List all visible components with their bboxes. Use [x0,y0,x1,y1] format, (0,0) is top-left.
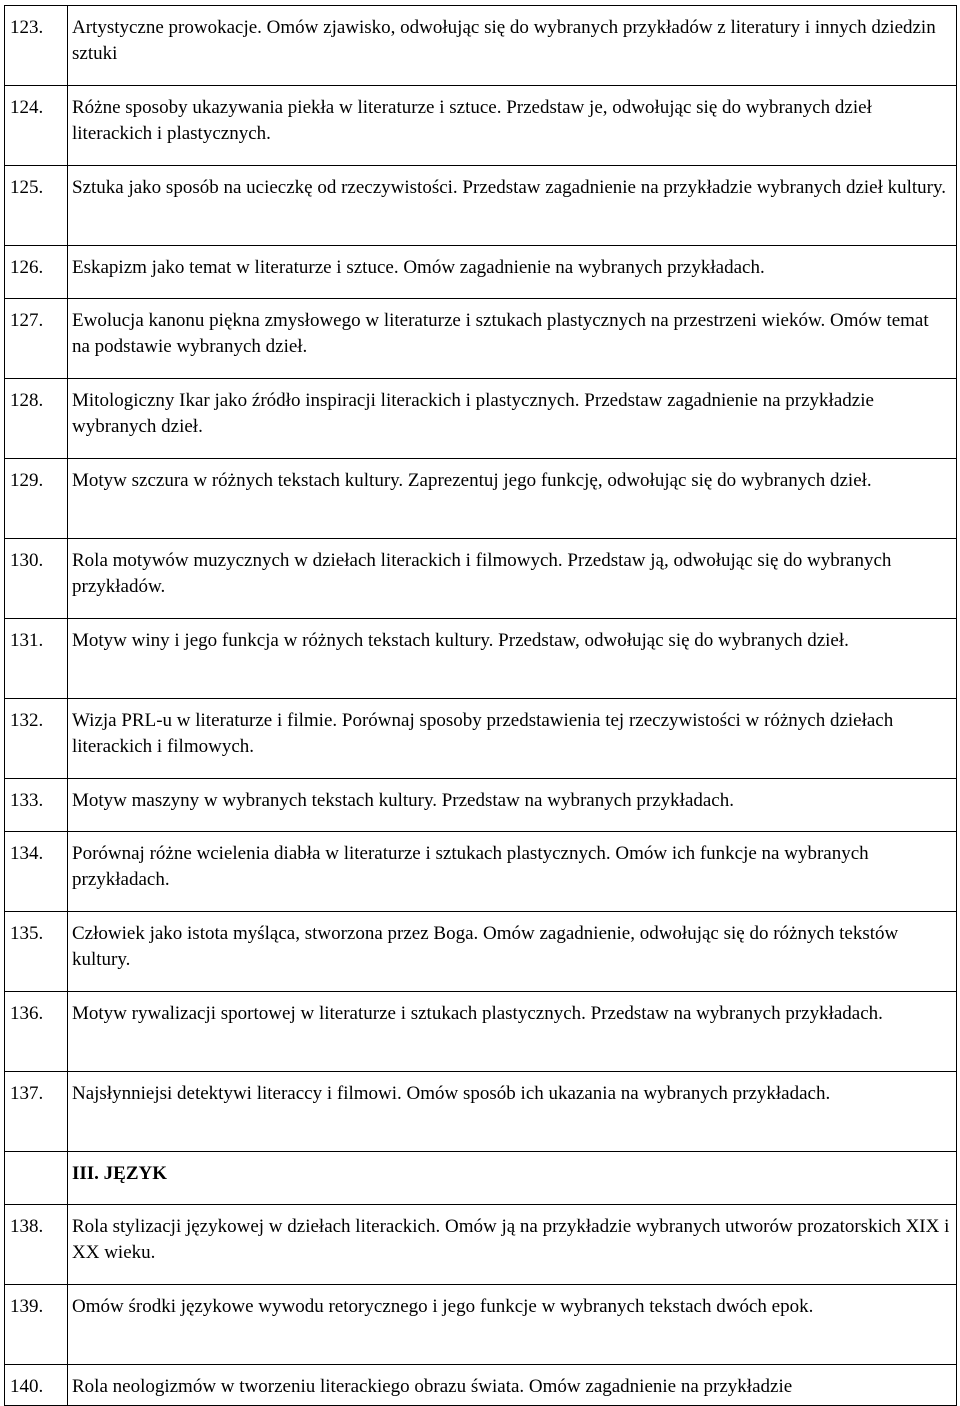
topic-row [5,1072,957,1152]
topic-number: 131. [10,630,44,651]
topic-text: Motyw rywalizacji sportowej w literaturze i sztukach plastycznych. Przedstaw na wybranych przykładach. [72,1003,883,1024]
topic-text: Motyw szczura w różnych tekstach kultury. Zaprezentuj jego funkcję, odwołując się do wybranych dzieł. [72,470,872,491]
topic-number-cell [5,832,68,912]
topic-text: Wizja PRL-u w literaturze i filmie. Porównaj sposoby przedstawienia tej rzeczywistości w różnych dziełach literackich i filmowych. [72,710,894,757]
topic-number: 133. [10,790,44,811]
topic-number-cell [5,912,68,992]
topic-text-cell [68,1205,957,1285]
topic-text-cell [68,992,957,1072]
topic-row [5,1205,957,1285]
topic-text-cell [68,379,957,459]
topic-number: 125. [10,177,44,198]
topic-text-cell [68,166,957,246]
topic-text-cell [68,86,957,166]
topic-number: 135. [10,923,44,944]
topic-row [5,619,957,699]
topic-number: 129. [10,470,44,491]
topic-text: Artystyczne prowokacje. Omów zjawisko, odwołując się do wybranych przykładów z literatury i innych dziedzin sztuki [72,17,936,64]
topic-number-cell [5,1285,68,1365]
topic-number: 128. [10,390,44,411]
topic-row [5,459,957,539]
topic-number-cell [5,992,68,1072]
topic-text-cell [68,1365,957,1406]
section-heading-row [5,1152,957,1205]
topic-number: 124. [10,97,44,118]
topic-text: Ewolucja kanonu piękna zmysłowego w literaturze i sztukach plastycznych na przestrzeni wieków. Omów temat na podstawie wybranych dzieł. [72,310,929,357]
topic-text: Rola neologizmów w tworzeniu literackiego obrazu świata. Omów zagadnienie na przykładzie [72,1376,793,1397]
topic-number-cell [5,699,68,779]
topic-text: Porównaj różne wcielenia diabła w literaturze i sztukach plastycznych. Omów ich funkcje na wybranych przykładach. [72,843,869,890]
topic-number-cell [5,1205,68,1285]
topic-text-cell [68,619,957,699]
topic-text-cell [68,459,957,539]
topic-text-cell [68,1285,957,1365]
topic-row [5,166,957,246]
topic-text-cell [68,699,957,779]
topic-row [5,699,957,779]
topic-text-cell [68,779,957,832]
topic-text: Rola stylizacji językowej w dziełach literackich. Omów ją na przykładzie wybranych utworów prozatorskich XIX i XX wieku. [72,1216,950,1263]
topic-number-cell [5,379,68,459]
topic-text: Rola motywów muzycznych w dziełach literackich i filmowych. Przedstaw ją, odwołując się do wybranych przykładów. [72,550,892,597]
topic-number: 132. [10,710,44,731]
topic-number-cell [5,299,68,379]
topic-row [5,539,957,619]
topics-table [4,5,957,1406]
topic-number: 123. [10,17,44,38]
topic-text-cell [68,1152,957,1205]
topic-number: 136. [10,1003,44,1024]
topic-number [5,1152,67,1161]
topic-text: Sztuka jako sposób na ucieczkę od rzeczywistości. Przedstaw zagadnienie na przykładzie wybranych dzieł kultury. [72,177,947,198]
topic-row [5,86,957,166]
topic-text: Najsłynniejsi detektywi literaccy i filmowi. Omów sposób ich ukazania na wybranych przykładach. [72,1083,831,1104]
topic-number: 138. [10,1216,44,1237]
topics-table-body [5,6,957,1406]
topic-text: Człowiek jako istota myśląca, stworzona przez Boga. Omów zagadnienie, odwołując się do różnych tekstów kultury. [72,923,899,970]
topic-number-cell [5,6,68,86]
topic-number-cell [5,166,68,246]
topic-text-cell [68,6,957,86]
topic-row [5,1365,957,1406]
topic-number-cell [5,1152,68,1205]
topic-number: 140. [10,1376,44,1397]
topic-text-cell [68,1072,957,1152]
topic-number: 139. [10,1296,44,1317]
topic-text-cell [68,832,957,912]
topic-number-cell [5,1365,68,1406]
topic-text: Mitologiczny Ikar jako źródło inspiracji literackich i plastycznych. Przedstaw zagadnienie na przykładzie wybranych dzieł. [72,390,874,437]
topic-number: 137. [10,1083,44,1104]
topic-text: Różne sposoby ukazywania piekła w literaturze i sztuce. Przedstaw je, odwołując się do wybranych dzieł literackich i plastycznych. [72,97,872,144]
topic-row [5,912,957,992]
topic-number-cell [5,619,68,699]
topic-row [5,992,957,1072]
topic-number-cell [5,86,68,166]
section-heading: III. JĘZYK [72,1163,168,1184]
topic-number-cell [5,1072,68,1152]
topic-text-cell [68,299,957,379]
topic-number: 126. [10,257,44,278]
topic-row [5,379,957,459]
topic-row [5,832,957,912]
topic-text-cell [68,912,957,992]
topic-number: 127. [10,310,44,331]
topic-row [5,779,957,832]
topic-text: Motyw winy i jego funkcja w różnych tekstach kultury. Przedstaw, odwołując się do wybranych dzieł. [72,630,849,651]
topic-number: 130. [10,550,44,571]
topic-text: Omów środki językowe wywodu retorycznego i jego funkcje w wybranych tekstach dwóch epok. [72,1296,814,1317]
topic-number-cell [5,459,68,539]
topic-text: Motyw maszyny w wybranych tekstach kultury. Przedstaw na wybranych przykładach. [72,790,734,811]
topic-number-cell [5,539,68,619]
topic-number-cell [5,246,68,299]
topic-text-cell [68,539,957,619]
topic-row [5,246,957,299]
topic-row [5,6,957,86]
topic-text-cell [68,246,957,299]
topic-text: Eskapizm jako temat w literaturze i sztuce. Omów zagadnienie na wybranych przykładach. [72,257,765,278]
topic-row [5,299,957,379]
topic-row [5,1285,957,1365]
topic-number-cell [5,779,68,832]
topic-number: 134. [10,843,44,864]
